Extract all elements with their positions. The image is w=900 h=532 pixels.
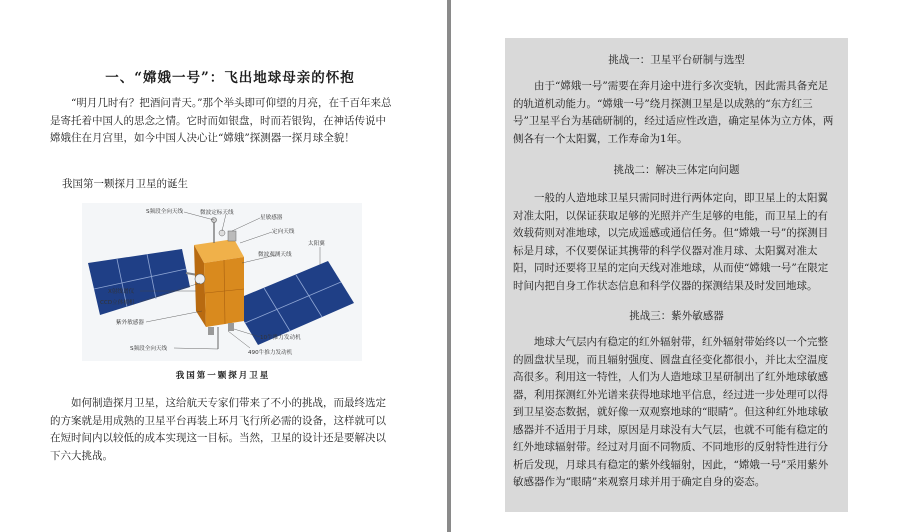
- challenges-box: [505, 38, 848, 512]
- label-engine-490n: 490牛推力发动机: [248, 350, 293, 356]
- label-star-sensor: 星敏感器: [260, 215, 283, 221]
- challenge3-title: 挑战三：紫外敏感器: [629, 310, 724, 322]
- challenge1-text: 由于“嫦娥一号”需要在奔月途中进行多次变轨，因此需具备充足的轨道机动能力。“嫦娥一号”绕月探测卫星是以成熟的“东方红三号”卫星平台为基础研制的，经过适应性改造，确定星体为立方体，两侧各有一个太阳翼，工作寿命为1年。: [513, 80, 834, 145]
- section-subheading: 我国第一颗探月卫星的诞生: [62, 178, 188, 190]
- label-s-band-bottom: S频段全向天线: [130, 346, 168, 352]
- chapter-title: 一、“嫦娥一号”：飞出地球母亲的怀抱: [105, 70, 355, 86]
- left-page: [0, 0, 447, 532]
- figure-caption: 我国第一颗探月卫星: [175, 371, 271, 381]
- label-directional-antenna: 定向天线: [272, 229, 295, 235]
- challenge3-text: 地球大气层内有稳定的红外辐射带，红外辐射带始终以一个完整的圆盘状呈现，而且辐射强度、圆盘直径变化都很小，并比太空温度高很多。利用这一特性，人们为人造地球卫星研制出了红外地球敏感器，利用探测红外光谱来获得地球地平信息，经过进一步处理可以得到卫星姿态数据，就好像一双观察地球的“眼睛”。但这种红外地球敏感器并不适用于月球，原因是月球没有大气层，也就不可能有稳定的红外地球辐射带。经过对月面不同物质、不同地形的反射特性进行分析后发现，月球具有稳定的紫外线辐射，因此，“嫦娥一号”采用紫外敏感器作为“眼睛”来观察月球并用于确定自身的姿态。: [513, 336, 829, 488]
- challenge2-text: 一般的人造地球卫星只需同时进行两体定向，即卫星上的太阳翼对准太阳，以保证获取足够的光照并产生足够的电能，而卫星上的有效载荷则对准地球，以完成遥感或通信任务。但“嫦娥一号”的探测目标是月球，不仅要保证其携带的科学仪器对准月球、太阳翼对准太阳，同时还要将卫星的定向天线对准地球，从而使“嫦娥一号”在限定时间内把自身工作状态信息和科学仪器的探测结果及时发回地球。: [513, 192, 829, 292]
- label-uv-sensor: 紫外敏感器: [116, 320, 144, 326]
- label-s-band-top: S频段全向天线: [146, 209, 184, 215]
- challenge2-title: 挑战二：解决三体定向问题: [613, 164, 740, 176]
- label-solar-panel: 太阳翼: [308, 241, 325, 247]
- body-paragraph: 如何制造探月卫星，这给航天专家们带来了不小的挑战，而最终选定的方案就是用成熟的卫星平台再装上环月飞行所必需的设备，这样就可以在短时间内以较低的成本实现这一目标。当然，卫星的设计还是要解决以下六大挑战。: [50, 397, 386, 462]
- intro-paragraph: “明月几时有？把酒问青天。”那个举头即可仰望的月亮，在千百年来总是寄托着中国人的思念之情。它时而如银盘，时而若银钩，在神话传说中嫦娥住在月宫里，如今中国人决心让“嫦娥”探测器一探月球全貌！: [50, 97, 392, 144]
- satellite-illustration: [82, 203, 362, 361]
- label-xray: X射线谱仪: [108, 289, 135, 295]
- label-ccd: CCD立体相机: [100, 300, 135, 306]
- satellite-figure: [82, 203, 362, 361]
- label-microwave-antenna: 微波定标天线: [200, 210, 234, 216]
- label-microwave-detector: 微波观测天线: [258, 252, 292, 258]
- challenge1-title: 挑战一：卫星平台研制与选型: [608, 54, 745, 66]
- label-engine-10n: 10牛推力发动机: [260, 335, 301, 341]
